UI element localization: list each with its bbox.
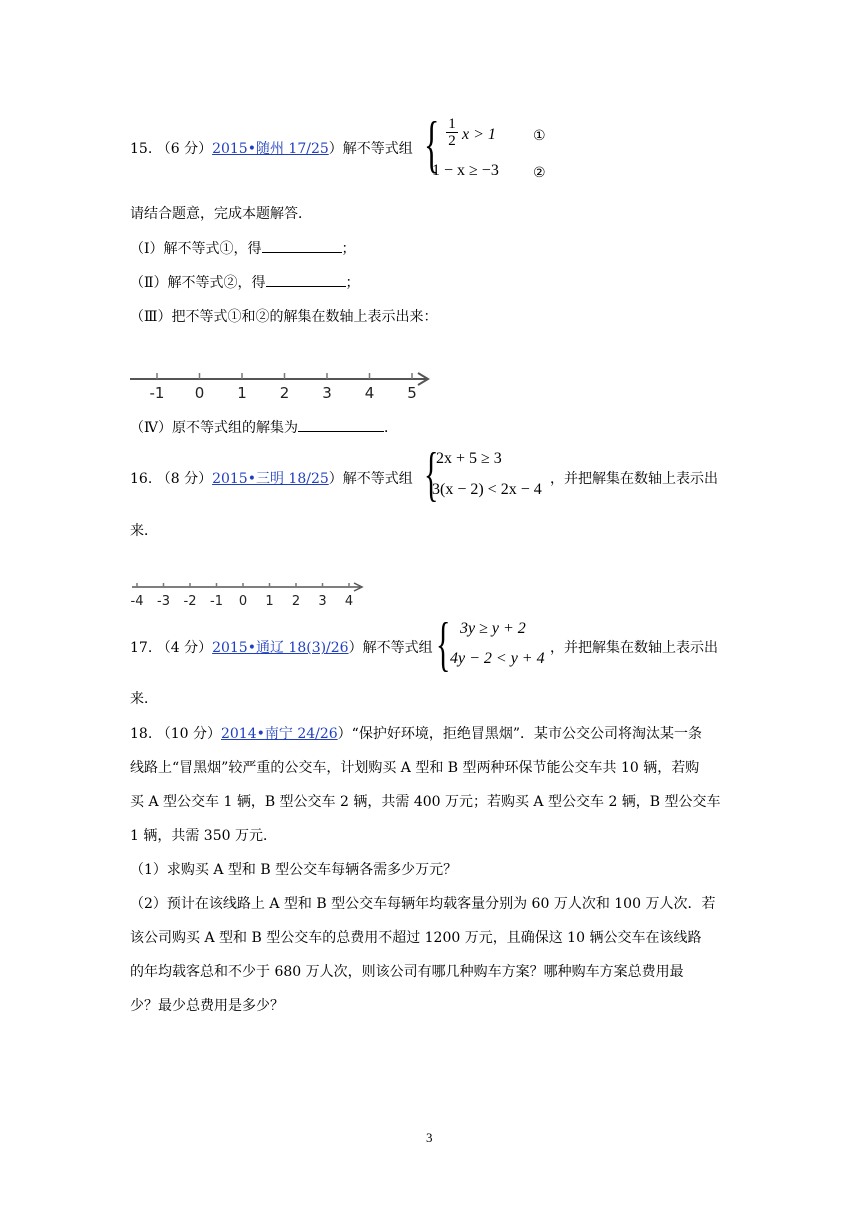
- q16-tick-label: -1: [210, 594, 223, 609]
- q17-source-link[interactable]: 2015•通辽 18(3)/26: [212, 640, 349, 656]
- q17-ineq2: 4y − 2 < y + 4: [450, 650, 545, 667]
- q15-header: 15. （6 分）2015•随州 17/25）解不等式组: [130, 141, 413, 157]
- q16-number-line: [128, 580, 368, 610]
- q16-instruction: 解不等式组: [342, 471, 413, 487]
- q17-number: 17.: [130, 640, 153, 656]
- q15-frac-den: 2: [446, 132, 458, 149]
- q16-source-link[interactable]: 2015•三明 18/25: [212, 471, 329, 487]
- q15-tick-label: 4: [364, 384, 375, 402]
- q15-prompt: 请结合题意，完成本题解答．: [130, 206, 312, 222]
- q16-tick-label: 2: [291, 594, 301, 609]
- q15-tick-label: 3: [322, 384, 332, 402]
- q17-score: （4 分）: [156, 640, 213, 656]
- q15-score: （6 分）: [156, 141, 213, 157]
- q15-tick-label: 1: [237, 384, 247, 402]
- q17-ineq1: 3y ≥ y + 2: [460, 620, 526, 637]
- q18-part2-line2: 的年均载客总和不少于 680 万人次，则该公司有哪几种购车方案？哪种购车方案总费用最: [130, 964, 684, 980]
- q16-ineq2: 3(x − 2) < 2x − 4: [432, 481, 542, 498]
- q18-part2-line0: （2）预计在该线路上 A 型和 B 型公交车每辆年均载客量分别为 60 万人次和 100 万人次．若: [130, 896, 716, 912]
- q15-instruction: 解不等式组: [342, 141, 413, 157]
- q16-ineq1: 2x + 5 ≥ 3: [436, 450, 502, 467]
- q15-brace: {: [424, 108, 440, 179]
- q15-ineq1: x > 1: [462, 126, 496, 143]
- q17-header: 17. （4 分）2015•通辽 18(3)/26）解不等式组: [130, 640, 433, 656]
- q16-tick-label: -2: [183, 594, 197, 609]
- q16-tick-label: 1: [265, 594, 274, 609]
- q15-fraction: [446, 116, 458, 149]
- q15-tick-label: 2: [279, 384, 290, 402]
- q17-instruction: 解不等式组: [362, 640, 433, 656]
- q15-frac-num: 1: [448, 116, 456, 132]
- q15-answer2-blank[interactable]: [266, 272, 346, 287]
- q15-tick-label: 5: [407, 384, 417, 402]
- q15-step1: （Ⅰ）解不等式①，得 ；: [130, 238, 356, 258]
- q16-brace: {: [424, 441, 439, 507]
- q15-step4: （Ⅳ）原不等式组的解集为 ．: [130, 417, 398, 437]
- q15-mark1: ①: [533, 128, 546, 144]
- q15-tick-label: 0: [194, 384, 205, 402]
- q15-step2: （Ⅱ）解不等式②，得 ；: [130, 272, 360, 292]
- q18-part1: （1）求购买 A 型和 B 型公交车每辆各需多少万元？: [130, 862, 458, 878]
- q18-part2-line1: 该公司购买 A 型和 B 型公交车的总费用不超过 1200 万元，且确保这 10 辆公交车在该线路: [130, 930, 702, 946]
- q15-ticks: [150, 373, 417, 402]
- q15-number: 15.: [130, 141, 153, 157]
- q16-score: （8 分）: [156, 471, 213, 487]
- q15-source-link[interactable]: 2015•随州 17/25: [212, 141, 329, 157]
- q16-tick-label: 0: [238, 594, 248, 609]
- q15-mark2: ②: [533, 165, 546, 181]
- q16-header: 16. （8 分）2015•三明 18/25）解不等式组: [130, 471, 413, 487]
- q15-tick-label: -1: [149, 384, 165, 402]
- q18-line0: 18. （10 分）2014•南宁 24/26）“保护好环境，拒绝冒黑烟”．某市公交公司将淘汰某一条: [130, 726, 702, 742]
- q16-tick-label: 3: [318, 594, 327, 609]
- q18-score: （10 分）: [156, 726, 221, 742]
- q15-step3: （Ⅲ）把不等式①和②的解集在数轴上表示出来：: [130, 309, 438, 325]
- q16-tick-label: -4: [130, 594, 144, 609]
- q18-line2: 买 A 型公交车 1 辆，B 型公交车 2 辆，共需 400 万元；若购买 A 型公交车 2 辆，B 型公交车: [130, 794, 721, 810]
- q15-answer4-blank[interactable]: [298, 417, 384, 432]
- q18-part2-line3: 少？最少总费用是多少？: [130, 998, 284, 1014]
- q16-number: 16.: [130, 471, 153, 487]
- q17-brace: {: [436, 611, 451, 677]
- q18-source-link[interactable]: 2014•南宁 24/26: [220, 726, 338, 742]
- q17-tail: ，并把解集在数轴上表示出: [550, 640, 718, 656]
- q16-tail2: 来．: [130, 523, 158, 539]
- q15-answer1-blank[interactable]: [262, 238, 342, 253]
- q16-tail: ，并把解集在数轴上表示出: [550, 471, 718, 487]
- q15-number-line: [128, 368, 438, 404]
- q18-line1: 线路上“冒黑烟”较严重的公交车，计划购买 A 型和 B 型两种环保节能公交车共 10 辆，若购: [130, 760, 700, 776]
- q18-line3: 1 辆，共需 350 万元．: [130, 828, 277, 844]
- page-number: 3: [426, 1130, 433, 1145]
- q15-ineq2: 1 − x ≥ −3: [432, 162, 499, 179]
- q18-number: 18.: [130, 726, 153, 742]
- q17-tail2: 来．: [130, 691, 158, 707]
- q16-tick-label: 4: [344, 594, 354, 609]
- q16-tick-label: -3: [157, 594, 170, 609]
